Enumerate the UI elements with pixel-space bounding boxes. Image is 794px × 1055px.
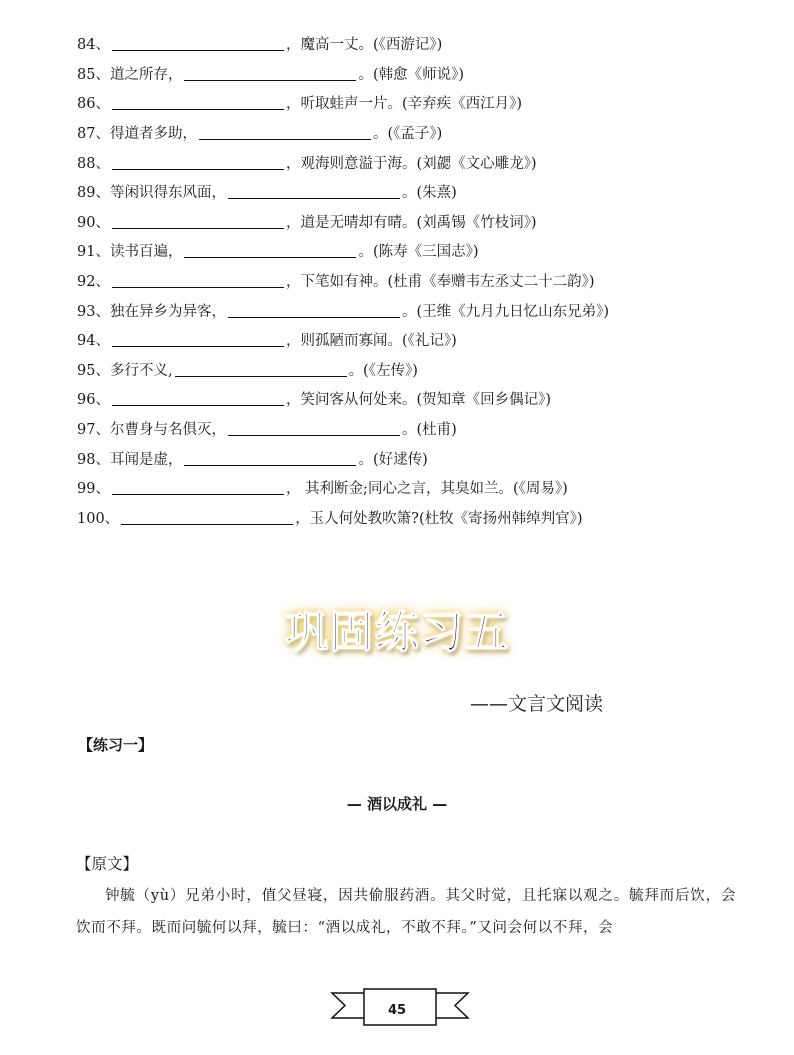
question-ending: 。(王维《九月九日忆山东兄弟》) [401,303,610,320]
question-number: 88、 [77,155,110,172]
question-ending: 。(朱熹) [401,185,457,202]
question-number: 95、 [77,362,110,379]
question-ending: ，玉人何处教吹箫?(杜牧《寄扬州韩绰判官》) [295,510,583,527]
question-number: 89、 [77,185,110,202]
question-number: 99、 [77,481,110,498]
question-row [77,473,757,503]
question-ending: ， 其利断金;同心之言，其臭如兰。(《周易》) [285,481,568,498]
section-title: 巩固练习五 [284,607,510,658]
question-number: 100、 [77,510,120,527]
question-ending: ，笑问客从何处来。(贺知章《回乡偶记》) [285,392,552,409]
question-row [77,384,757,414]
answer-blank[interactable] [228,303,400,318]
passage-title: — 酒以成礼 — [346,795,448,813]
exercise-label: 【练习一】 [78,736,154,754]
question-row [77,29,757,59]
question-ending: 。(好逑传) [358,451,428,468]
question-number: 94、 [77,333,110,350]
question-row [77,118,757,148]
question-row [77,503,757,533]
question-row [77,207,757,237]
answer-blank[interactable] [112,214,284,229]
question-ending: 。(《左传》) [348,362,418,379]
question-prompt: 道之所存， [109,66,183,83]
answer-blank[interactable] [112,95,284,110]
question-ending: 。(《孟子》) [372,126,443,143]
question-number: 96、 [77,392,110,409]
answer-blank[interactable] [184,243,356,258]
question-prompt: 读书百遍， [109,244,183,261]
answer-blank[interactable] [112,155,284,170]
question-prompt: 多行不义, [109,362,173,379]
question-prompt: 等闲识得东风面， [109,185,226,202]
question-row [77,443,757,473]
answer-blank[interactable] [184,66,356,81]
question-number: 92、 [77,274,110,291]
section-heading [0,596,794,660]
question-prompt: 尔曹身与名俱灭， [109,422,226,439]
question-list [77,29,757,532]
answer-blank[interactable] [112,36,284,51]
question-row [77,266,757,296]
answer-blank[interactable] [228,184,400,199]
question-number: 91、 [77,244,110,261]
question-ending: 。(韩愈《师说》) [358,66,465,83]
question-row [77,147,757,177]
question-prompt: 耳闻是虚， [109,451,183,468]
question-ending: ，道是无晴却有晴。(刘禹锡《竹枝词》) [285,214,537,231]
question-prompt: 得道者多助， [109,126,197,143]
answer-blank[interactable] [184,451,356,466]
question-number: 98、 [77,451,110,468]
answer-blank[interactable] [112,332,284,347]
question-row [77,59,757,89]
answer-blank[interactable] [112,391,284,406]
question-prompt: 独在异乡为异客， [109,303,226,320]
question-number: 85、 [77,66,110,83]
page-number: 45 [387,1003,407,1018]
question-row [77,295,757,325]
question-row [77,88,757,118]
answer-blank[interactable] [175,362,347,377]
question-ending: ，下笔如有神。(杜甫《奉赠韦左丞丈二十二韵》) [285,274,595,291]
question-number: 86、 [77,96,110,113]
question-ending: ，则孤陋而寡闻。(《礼记》) [285,333,457,350]
question-ending: ，观海则意溢于海。(刘勰《文心雕龙》) [285,155,537,172]
original-text-label: 【原文】 [76,855,139,873]
answer-blank[interactable] [112,273,284,288]
answer-blank[interactable] [228,421,400,436]
original-text-body: 钟毓（yù）兄弟小时，值父昼寝，因共偷服药酒。其父时觉，且托寐以观之。毓拜而后饮，会饮而不拜。既而问毓何以拜，毓曰：“酒以成礼，不敢不拜。”又问会何以不拜，会 [76,888,736,936]
question-row [77,325,757,355]
section-subtitle: ——文言文阅读 [470,693,604,715]
question-number: 93、 [77,303,110,320]
question-number: 87、 [77,126,110,143]
question-row [77,236,757,266]
question-number: 90、 [77,214,110,231]
question-ending: 。(陈寿《三国志》) [358,244,479,261]
answer-blank[interactable] [112,480,284,495]
question-row [77,414,757,444]
question-ending: ，听取蛙声一片。(辛弃疾《西江月》) [285,96,523,113]
question-row [77,355,757,385]
question-number: 84、 [77,37,110,54]
question-ending: 。(杜甫) [401,422,457,439]
answer-blank[interactable] [199,125,371,140]
question-ending: ，魔高一丈。(《西游记》) [285,37,443,54]
question-number: 97、 [77,422,110,439]
answer-blank[interactable] [121,510,293,525]
question-row [77,177,757,207]
